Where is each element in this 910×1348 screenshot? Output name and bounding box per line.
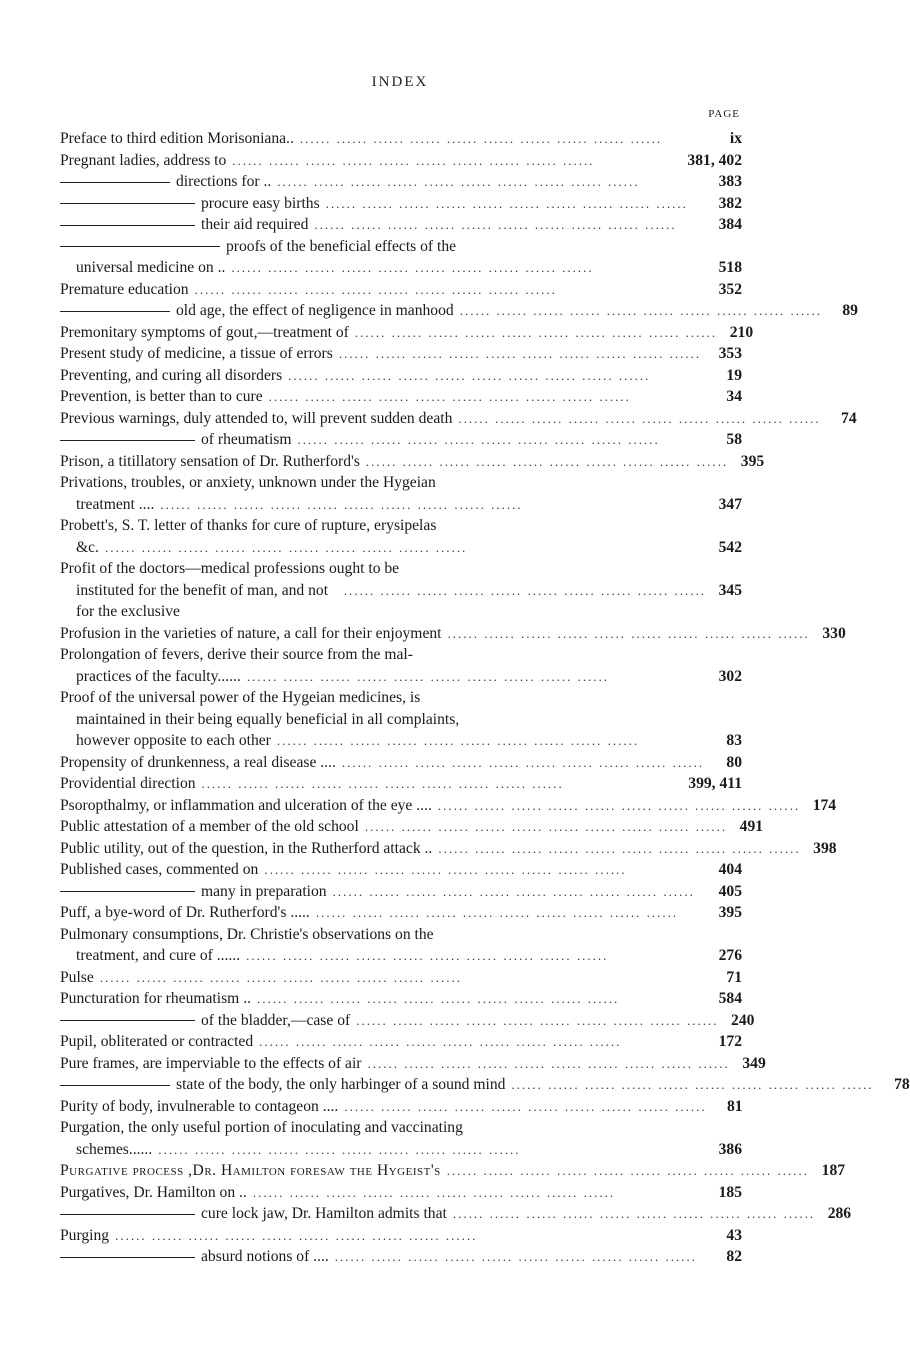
index-entry: [60, 924, 742, 946]
leader-dots: [447, 1160, 809, 1182]
entry-label: Premonitary symptoms of gout,—treatment of: [60, 323, 349, 341]
entry-text: [60, 343, 333, 365]
index-entry: [60, 1139, 742, 1161]
entry-text: [60, 408, 452, 430]
entry-text: [60, 924, 434, 946]
index-entry: [60, 816, 764, 838]
entry-label: Psoropthalmy, or inflammation and ulceration of the eye ....: [60, 796, 432, 814]
page-number: 384: [718, 216, 742, 233]
page-number: 491: [739, 818, 764, 835]
index-entry: [60, 494, 742, 516]
entry-text: [60, 1096, 338, 1118]
leader-dots: [288, 365, 706, 387]
leader-dots: [438, 795, 800, 817]
entry-text: [60, 687, 420, 709]
leader-dots: [326, 193, 706, 215]
entry-label: however opposite to each other: [76, 732, 271, 749]
index-entry: [60, 558, 742, 580]
leader-dots: [511, 1074, 873, 1096]
entry-text: [60, 988, 251, 1010]
page-number: 89: [842, 302, 858, 319]
entry-text: [60, 1053, 362, 1075]
leader-dots: [344, 580, 706, 602]
entry-text: [60, 1182, 247, 1204]
page-number: 381, 402: [687, 151, 742, 169]
ditto-rule: [60, 1085, 170, 1086]
index-entry: [60, 1160, 846, 1182]
leader-dots: [232, 150, 681, 172]
page-number: 185: [718, 1183, 742, 1201]
page-number: 276: [718, 947, 742, 964]
entry-text: [60, 472, 436, 494]
entry-label: Privations, troubles, or anxiety, unknown under the Hygeian: [60, 474, 436, 491]
entry-label: their aid required: [201, 216, 309, 233]
page-number: 78: [894, 1076, 910, 1093]
page-number: 71: [726, 968, 742, 986]
index-entry: [60, 902, 742, 924]
page-column-label: PAGE: [708, 108, 740, 120]
entry-text: [60, 451, 360, 473]
entry-label: Purity of body, invulnerable to contageon ....: [60, 1097, 339, 1115]
leader-dots: [300, 128, 706, 150]
leader-dots: [356, 1010, 718, 1032]
entry-label: Purging: [60, 1226, 110, 1244]
index-entry: [60, 322, 754, 344]
index-entry: [60, 1225, 742, 1247]
leader-dots: [100, 967, 706, 989]
entry-text: [60, 1074, 505, 1096]
index-entry: [60, 1074, 910, 1096]
entry-label: Published cases, commented on: [60, 861, 259, 878]
index-entry: [60, 967, 742, 989]
entry-text: [60, 1031, 253, 1053]
entry-text: [60, 773, 196, 795]
leader-dots: [264, 859, 706, 881]
entry-label: of the bladder,—case of: [201, 1011, 351, 1029]
leader-dots: [259, 1031, 706, 1053]
entry-label: Pupil, obliterated or contracted: [60, 1033, 254, 1050]
entry-text: [60, 859, 258, 881]
ditto-rule: [60, 182, 170, 183]
entry-label: Preface to third edition Morisoniana..: [60, 130, 294, 147]
page-number: 383: [718, 173, 742, 190]
leader-dots: [314, 214, 706, 236]
leader-dots: [246, 945, 706, 967]
index-title: INDEX: [371, 74, 429, 90]
page-number: 172: [718, 1033, 742, 1050]
entry-text: [60, 902, 310, 924]
page-number: 210: [729, 323, 754, 341]
entry-label: Purgative process ,Dr. Hamilton foresaw the Hygeist's: [60, 1162, 441, 1179]
index-entry: [60, 236, 742, 258]
page-number: 58: [726, 431, 742, 448]
index-entry: [60, 1246, 742, 1268]
page-number: 286: [827, 1205, 852, 1222]
index-entry: [60, 859, 742, 881]
index-entry: [60, 515, 742, 537]
page-number: 386: [718, 1140, 742, 1158]
index-entry: [60, 709, 742, 731]
entry-label: Preventing, and curing all disorders: [60, 366, 283, 384]
leader-dots: [202, 773, 683, 795]
page-number: 302: [718, 667, 742, 685]
entry-label: Puncturation for rheumatism ..: [60, 990, 251, 1007]
index-entry: [60, 580, 742, 623]
entry-text: [60, 623, 442, 645]
index-entry: [60, 279, 742, 301]
page-number: ix: [729, 130, 742, 147]
index-entry: [60, 644, 742, 666]
entry-label: Providential direction: [60, 775, 196, 792]
page-number: 83: [726, 732, 742, 749]
index-entry: [60, 881, 742, 903]
page-number: 349: [742, 1054, 766, 1072]
ditto-rule: [60, 246, 220, 247]
entry-text: [60, 838, 432, 860]
page-number: 74: [841, 409, 857, 427]
index-entry: [60, 537, 742, 559]
index-entry: [60, 687, 742, 709]
leader-dots: [355, 322, 717, 344]
ditto-rule: [60, 225, 195, 226]
page-number: 82: [726, 1248, 742, 1265]
leader-dots: [269, 386, 706, 408]
leader-dots: [448, 623, 810, 645]
page-number: 80: [726, 753, 742, 771]
entry-label: practices of the faculty......: [76, 667, 241, 685]
entry-text: [60, 1160, 441, 1182]
index-entry: [60, 1096, 742, 1118]
entry-label: Public utility, out of the question, in the Rutherford attack ..: [60, 839, 433, 857]
index-entry: [60, 300, 858, 322]
entry-label: Previous warnings, duly attended to, will prevent sudden death: [60, 409, 453, 427]
entry-text: [60, 558, 399, 580]
entry-label: treatment ....: [76, 495, 155, 513]
entry-label: Prevention, is better than to cure: [60, 388, 263, 405]
entry-text: [60, 945, 240, 967]
leader-dots: [344, 1096, 706, 1118]
page-number: 240: [731, 1011, 755, 1029]
page-number: 353: [718, 345, 742, 362]
index-entry: [60, 257, 742, 279]
index-entry: [60, 988, 742, 1010]
leader-dots: [277, 730, 706, 752]
entry-label: Premature education: [60, 280, 189, 298]
leader-dots: [339, 343, 706, 365]
entry-text: [60, 300, 454, 322]
entry-label: Present study of medicine, a tissue of errors: [60, 345, 333, 362]
index-entry: [60, 666, 742, 688]
entry-label: old age, the effect of negligence in manhood: [176, 302, 454, 319]
index-entry: [60, 1053, 766, 1075]
entry-text: [60, 967, 94, 989]
entry-label: Prolongation of fevers, derive their source from the mal-: [60, 646, 413, 663]
entry-label: Pregnant ladies, address to: [60, 151, 227, 169]
entry-text: [60, 709, 459, 731]
index-entry: [60, 214, 742, 236]
leader-dots: [335, 1246, 706, 1268]
entry-text: [60, 365, 282, 387]
entry-text: [60, 644, 413, 666]
entry-text: [60, 171, 271, 193]
entry-label: cure lock jaw, Dr. Hamilton admits that: [201, 1205, 447, 1222]
entry-label: procure easy births: [201, 194, 320, 212]
ditto-rule: [60, 1214, 195, 1215]
entry-text: [60, 816, 359, 838]
entry-text: [60, 666, 241, 688]
leader-dots: [257, 988, 706, 1010]
leader-dots: [115, 1225, 706, 1247]
page-number: 584: [718, 990, 742, 1007]
entry-label: Propensity of drunkenness, a real disease ....: [60, 753, 336, 771]
index-entry: [60, 1031, 742, 1053]
page-number: 330: [822, 624, 846, 642]
entry-label: Pure frames, are imperviable to the effects of air: [60, 1054, 362, 1072]
index-entry: [60, 945, 742, 967]
entry-label: Puff, a bye-word of Dr. Rutherford's .....: [60, 904, 310, 921]
index-entry: [60, 838, 837, 860]
ditto-rule: [60, 1257, 195, 1258]
index-entry: [60, 1117, 742, 1139]
entry-label: state of the body, the only harbinger of a sound mind: [176, 1076, 506, 1093]
entry-text: [60, 515, 436, 537]
leader-dots: [231, 257, 706, 279]
index-entry: [60, 623, 846, 645]
entry-label: absurd notions of ....: [201, 1248, 329, 1265]
leader-dots: [253, 1182, 706, 1204]
index-entry: [60, 128, 742, 150]
index-entry: [60, 1182, 742, 1204]
index-entry: [60, 451, 765, 473]
page-number: 43: [726, 1226, 742, 1244]
index-entry: [60, 171, 742, 193]
entry-text: [60, 214, 308, 236]
entry-label: treatment, and cure of ......: [76, 947, 241, 964]
entry-text: [60, 429, 292, 451]
ditto-rule: [60, 1020, 195, 1021]
page-number: 518: [718, 259, 742, 276]
index-entry: [60, 773, 742, 795]
page-number: 187: [821, 1162, 846, 1179]
index-entry: [60, 752, 742, 774]
leader-dots: [158, 1139, 706, 1161]
leader-dots: [333, 881, 706, 903]
leader-dots: [316, 902, 706, 924]
leader-dots: [342, 752, 706, 774]
page-number: 34: [726, 388, 742, 405]
entry-text: [60, 236, 456, 258]
page-number: 382: [718, 194, 742, 212]
entry-text: [60, 128, 294, 150]
ditto-rule: [60, 440, 195, 441]
entry-label: Prison, a titillatory sensation of Dr. Rutherford's: [60, 452, 360, 470]
ditto-rule: [60, 203, 195, 204]
entry-label: Purgatives, Dr. Hamilton on ..: [60, 1183, 247, 1201]
index-entry: [60, 730, 742, 752]
leader-dots: [458, 408, 820, 430]
entry-text: [60, 322, 349, 344]
entry-text: [60, 1225, 109, 1247]
entry-text: [60, 1139, 152, 1161]
ditto-rule: [60, 891, 195, 892]
page-number: 398: [813, 839, 837, 857]
entry-text: [60, 752, 336, 774]
entry-label: universal medicine on ..: [76, 259, 226, 276]
entry-label: many in preparation: [201, 882, 327, 900]
entry-label: Profit of the doctors—medical professions ought to be: [60, 560, 400, 577]
page-number: 404: [718, 861, 742, 878]
ditto-rule: [60, 311, 170, 312]
index-entry: [60, 386, 742, 408]
entry-label: directions for ..: [176, 173, 272, 190]
entry-text: [60, 580, 338, 623]
index-entry: [60, 1010, 755, 1032]
page-number: 395: [718, 904, 742, 921]
entry-text: [60, 386, 263, 408]
entry-label: &c.: [76, 538, 99, 556]
entry-label: Probett's, S. T. letter of thanks for cure of rupture, erysipelas: [60, 517, 437, 534]
entry-label: Public attestation of a member of the old school: [60, 818, 359, 835]
page-number: 352: [718, 280, 742, 298]
leader-dots: [453, 1203, 815, 1225]
leader-dots: [195, 279, 706, 301]
index-entry: [60, 429, 742, 451]
entry-label: instituted for the benefit of man, and not for the exclusive: [76, 581, 329, 620]
leader-dots: [247, 666, 706, 688]
entry-label: Pulse: [60, 968, 94, 986]
page-number: 19: [726, 366, 742, 384]
entry-label: maintained in their being equally beneficial in all complaints,: [76, 710, 460, 728]
entry-label: Purgation, the only useful portion of inoculating and vaccinating: [60, 1119, 463, 1136]
entry-text: [60, 257, 225, 279]
entry-text: [60, 730, 271, 752]
page-number: 405: [718, 882, 742, 900]
entry-label: of rheumatism: [201, 431, 292, 448]
entry-text: [60, 795, 432, 817]
page-number: 81: [726, 1097, 743, 1115]
index-entry: [60, 408, 857, 430]
page-number: 395: [740, 452, 765, 470]
leader-dots: [105, 537, 706, 559]
page-number: 347: [718, 495, 742, 513]
index-entry: [60, 795, 837, 817]
index-entries: [60, 128, 910, 1268]
entry-label: Profusion in the varieties of nature, a call for their enjoyment: [60, 624, 442, 642]
leader-dots: [460, 300, 822, 322]
entry-text: [60, 494, 154, 516]
entry-text: [60, 193, 320, 215]
entry-text: [60, 881, 327, 903]
entry-text: [60, 1203, 447, 1225]
page-number: 345: [718, 581, 742, 599]
entry-text: [60, 150, 226, 172]
entry-label: Pulmonary consumptions, Dr. Christie's observations on the: [60, 925, 434, 943]
leader-dots: [298, 429, 706, 451]
index-entry: [60, 472, 742, 494]
leader-dots: [365, 816, 727, 838]
index-entry: [60, 343, 742, 365]
entry-text: [60, 1117, 463, 1139]
leader-dots: [160, 494, 706, 516]
entry-label: proofs of the beneficial effects of the: [226, 237, 457, 255]
leader-dots: [368, 1053, 730, 1075]
entry-text: [60, 279, 189, 301]
index-entry: [60, 150, 742, 172]
page-number: 399, 411: [688, 775, 742, 792]
entry-text: [60, 537, 99, 559]
entry-text: [60, 1010, 350, 1032]
index-entry: [60, 1203, 852, 1225]
page-number: 542: [718, 538, 742, 556]
index-entry: [60, 365, 742, 387]
leader-dots: [366, 451, 728, 473]
leader-dots: [438, 838, 800, 860]
entry-label: schemes......: [76, 1140, 153, 1158]
index-entry: [60, 193, 742, 215]
page-number: 174: [812, 796, 837, 814]
leader-dots: [277, 171, 706, 193]
entry-label: Proof of the universal power of the Hygeian medicines, is: [60, 689, 421, 706]
entry-text: [60, 1246, 329, 1268]
